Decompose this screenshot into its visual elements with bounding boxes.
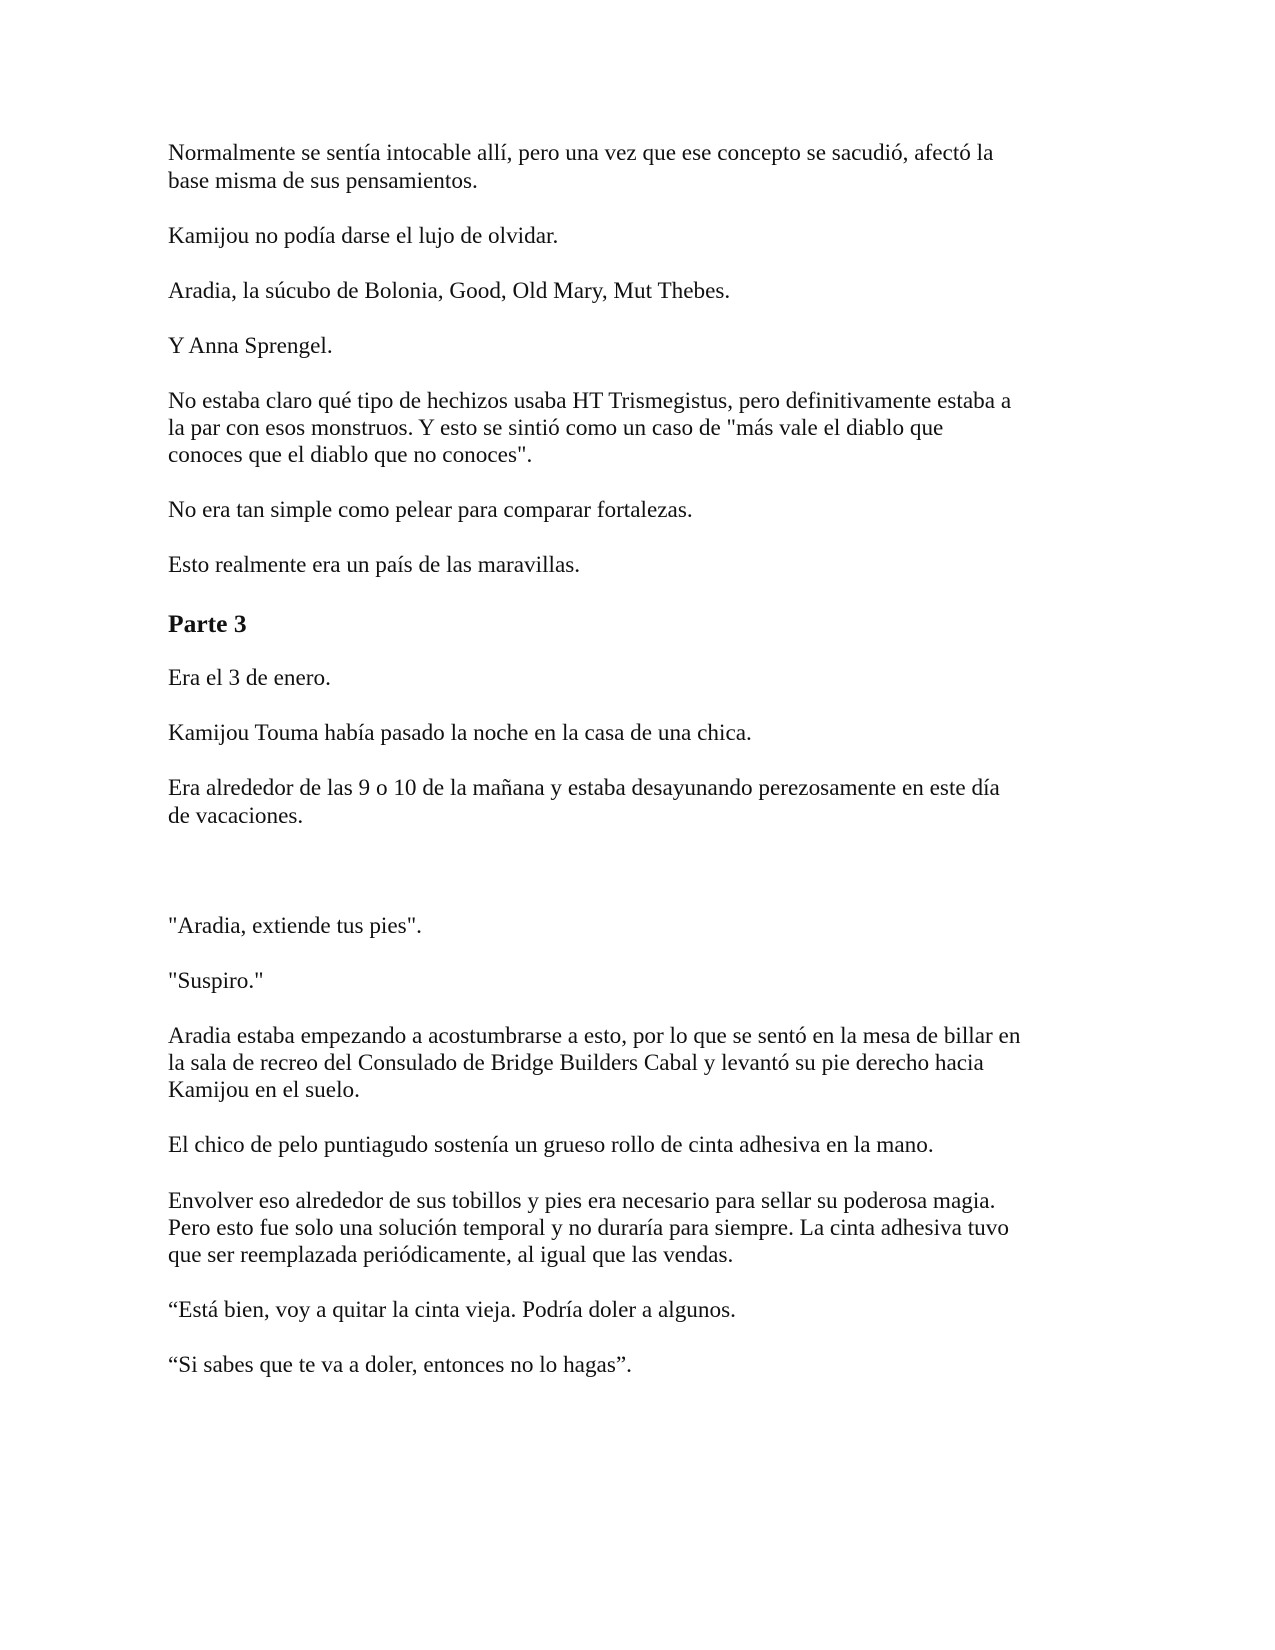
paragraph-line: conoces que el diablo que no conoces". xyxy=(168,442,533,468)
paragraph-line: que ser reemplazada periódicamente, al igual que las vendas. xyxy=(168,1242,734,1268)
paragraph-line: de vacaciones. xyxy=(168,803,304,829)
paragraph-line: Kamijou en el suelo. xyxy=(168,1077,360,1103)
paragraph-line: El chico de pelo puntiagudo sostenía un grueso rollo de cinta adhesiva en la mano. xyxy=(168,1132,934,1158)
paragraph-line: la par con esos monstruos. Y esto se sintió como un caso de "más vale el diablo que xyxy=(168,415,944,441)
paragraph-line: Kamijou no podía darse el lujo de olvidar. xyxy=(168,223,559,249)
section-heading: Parte 3 xyxy=(168,609,247,638)
paragraph-line: Aradia estaba empezando a acostumbrarse a esto, por lo que se sentó en la mesa de billar en xyxy=(168,1023,1021,1049)
paragraph-line: Era alrededor de las 9 o 10 de la mañana y estaba desayunando perezosamente en este día xyxy=(168,775,1000,801)
paragraph-line: No estaba claro qué tipo de hechizos usaba HT Trismegistus, pero definitivamente estaba a xyxy=(168,388,1012,414)
paragraph-line: “Está bien, voy a quitar la cinta vieja. Podría doler a algunos. xyxy=(168,1297,736,1323)
paragraph-line: Envolver eso alrededor de sus tobillos y pies era necesario para sellar su poderosa magia. xyxy=(168,1188,996,1214)
paragraph-line: "Suspiro." xyxy=(168,968,264,994)
paragraph-line: base misma de sus pensamientos. xyxy=(168,168,478,194)
paragraph-line: “Si sabes que te va a doler, entonces no lo hagas”. xyxy=(168,1352,632,1378)
paragraph-line: la sala de recreo del Consulado de Bridge Builders Cabal y levantó su pie derecho hacia xyxy=(168,1050,984,1076)
paragraph-line: Aradia, la súcubo de Bolonia, Good, Old Mary, Mut Thebes. xyxy=(168,278,731,304)
paragraph-line: No era tan simple como pelear para comparar fortalezas. xyxy=(168,497,693,523)
paragraph-line: Era el 3 de enero. xyxy=(168,665,331,691)
paragraph-line: Pero esto fue solo una solución temporal y no duraría para siempre. La cinta adhesiva tuvo xyxy=(168,1215,1009,1241)
paragraph-line: Y Anna Sprengel. xyxy=(168,333,333,359)
paragraph-line: Normalmente se sentía intocable allí, pero una vez que ese concepto se sacudió, afectó la xyxy=(168,140,994,166)
paragraph-line: "Aradia, extiende tus pies". xyxy=(168,913,422,939)
paragraph-line: Kamijou Touma había pasado la noche en la casa de una chica. xyxy=(168,720,752,746)
paragraph-line: Esto realmente era un país de las maravillas. xyxy=(168,552,581,578)
